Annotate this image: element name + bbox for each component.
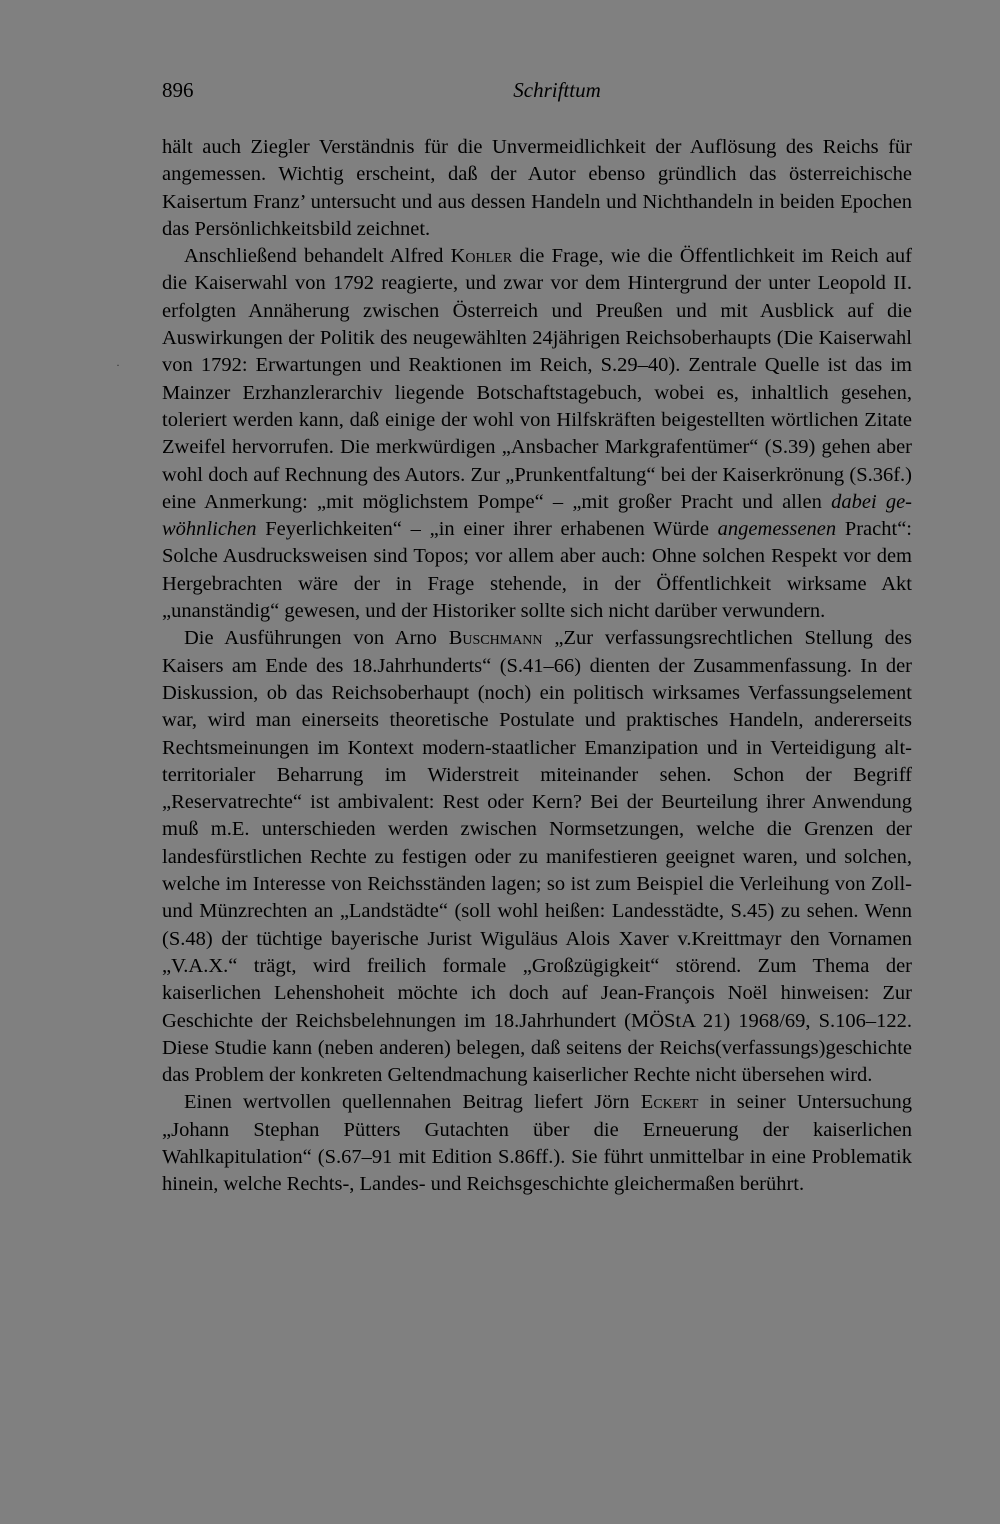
page [162,78,912,1199]
text-segment: Die Ausführungen von Arno [184,627,449,650]
body-text [162,134,912,1199]
emphasis-text: angemessenen [717,518,837,541]
text-segment: Einen wertvollen quellennahen Beitrag liefert Jörn [184,1091,641,1114]
text-segment: Feyerlichkeiten“ – „in einer ihrer erhabenen Würde [256,518,718,541]
paragraph-p2 [162,243,912,625]
text-segment: Anschließend behandelt Alfred [184,245,451,268]
author-name: Buschmann [448,627,543,650]
margin-mark: · [116,358,120,372]
text-segment: „Zur verfassungsrechtlichen Stellung des Kaisers am Ende des 18.Jahrhunderts“ (S.41–66) dienten der Zusammenfassung. In der Diskussion, ob das Reichsoberhaupt (noch) ein politisch wirksames Verfassungselement war, wird man einerseits theoretische Postulate und praktisches Handeln, andererseits Rechtsmeinungen im Kontext modern-staatlicher Emanzipation und in Verteidigung alt-territorialer Beharrung im Widerstreit miteinander sehen. Schon der Begriff „Reservatrechte“ ist ambivalent: Rest oder Kern? Bei der Beurteilung ihrer Anwendung muß m.E. unterschieden werden zwischen Normsetzungen, welche die Grenzen der landesfürstlichen Rechte zu festigen oder zu manifestieren geeignet waren, und solchen, welche im Interesse von Reichsständen lagen; so ist zum Beispiel die Verleihung von Zoll- und Münzrechten an „Landstädte“ (soll wohl heißen: Landesstädte, S.45) zu sehen. Wenn (S.48) der tüchtige bayerische Jurist Wiguläus Alois Xaver v.Kreittmayr den Vornamen „V.A.X.“ trägt, wird freilich formale „Großzügigkeit“ störend. Zum Thema der kaiserlichen Lehenshoheit möchte ich doch auf Jean-François Noël hinweisen: Zur Geschichte der Reichsbelehnungen im 18.Jahrhundert (MÖStA 21) 1968/69, S.106–122. Diese Studie kann (neben anderen) belegen, daß seitens der Reichs(verfassungs)geschichte das Problem der konkreten Geltendmachung kaiserlicher Rechte nicht übersehen wird. [162,627,912,1087]
paragraph-p3 [162,625,912,1089]
text-segment: die Frage, wie die Öffentlichkeit im Reich auf die Kaiserwahl von 1792 reagierte, und zwar vor dem Hintergrund der unter Leopold II. erfolgten Annäherung zwischen Österreich und Preußen und mit Ausblick auf die Auswirkungen der Politik des neugewählten 24jährigen Reichsoberhaupts (Die Kaiserwahl von 1792: Erwartungen und Reaktionen im Reich, S.29–40). Zentrale Quelle ist das im Mainzer Erzhanzlerarchiv liegende Botschaftstagebuch, wobei es, inhaltlich gesehen, toleriert werden kann, daß einige der wohl von Hilfskräften beigestellten wörtlichen Zitate Zweifel hervorrufen. Die merkwürdigen „Ansbacher Markgrafentümer“ (S.39) gehen aber wohl doch auf Rechnung des Autors. Zur „Prunkentfaltung“ bei der Kaiserkrönung (S.36f.) eine Anmerkung: „mit möglichstem Pompe“ – „mit großer Pracht und allen [162,245,913,513]
author-name: Eckert [640,1091,699,1114]
paragraph-p1 [162,134,912,243]
text-segment: hält auch Ziegler Verständnis für die Unvermeidlichkeit der Auflösung des Reichs für angemessen. Wichtig erscheint, daß der Autor ebenso gründlich das österreichische Kaisertum Franz’ untersucht und aus dessen Handeln und Nichthandeln in beiden Epochen das Persönlichkeitsbild zeichnet. [162,136,912,240]
page-header [162,78,912,112]
text-segment: in seiner Untersuchung „Johann Stephan Pütters Gutachten über die Erneuerung der kaiserlichen Wahlkapitulation“ (S.67–91 mit Edition S.86ff.). Sie führt unmittelbar in eine Problematik hinein, welche Rechts-, Landes- und Reichsgeschichte gleichermaßen berührt. [162,1091,912,1196]
page-number: 896 [162,78,194,102]
emphasis-text: dabei gewöhnlichen [162,490,912,541]
running-head: Schrifttum [513,78,601,102]
paragraph-p4 [162,1089,912,1198]
text-segment: Pracht“: Solche Ausdrucksweisen sind Topos; vor allem aber auch: Ohne solchen Respekt vor dem Hergebrachten wäre der in Frage stehende, in der Öffentlichkeit wirksame Akt „unanständig“ gewesen, und der Historiker sollte sich nicht darüber verwundern. [162,518,912,623]
author-name: Kohler [450,245,513,268]
